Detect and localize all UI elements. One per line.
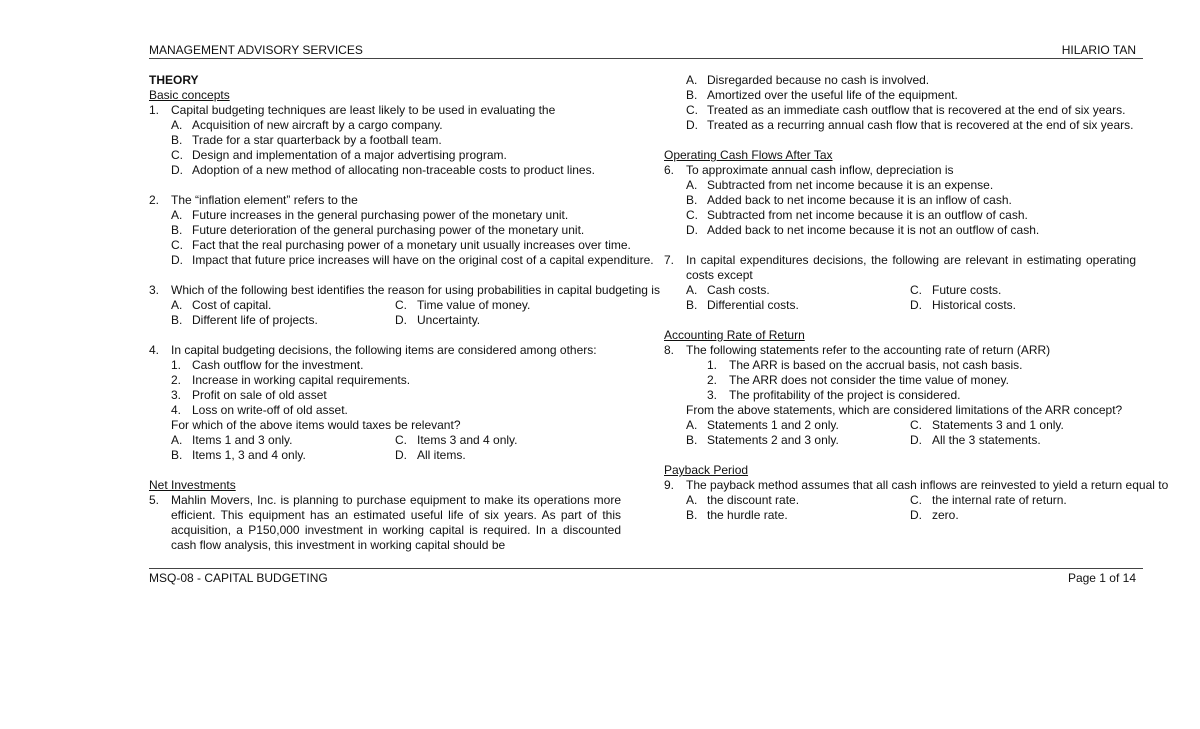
question-prompt: From the above statements, which are considered limitations of the ARR concept? [686, 403, 1123, 417]
option: B. Trade for a star quarterback by a football team. [171, 133, 442, 147]
footer-module: MSQ-08 - CAPITAL BUDGETING [149, 571, 328, 585]
option: A. Subtracted from net income because it is an expense. [686, 178, 994, 192]
question-text: The “inflation element” refers to the [171, 193, 358, 207]
option-row: A. Cash costs. C. Future costs. [686, 283, 1002, 297]
option: D. Adoption of a new method of allocating non-traceable costs to product lines. [171, 163, 595, 177]
option: A. Acquisition of new aircraft by a cargo company. [171, 118, 443, 132]
question-number: 8. [664, 343, 675, 357]
option: C. Subtracted from net income because it is an outflow of cash. [686, 208, 1028, 222]
list-item: 2. Increase in working capital requirements. [171, 373, 411, 387]
option: D. Impact that future price increases will have on the original cost of a capital expenditure. [171, 253, 654, 267]
question-text: To approximate annual cash inflow, depreciation is [686, 163, 954, 177]
option-row: A. Items 1 and 3 only. C. Items 3 and 4 only. [171, 433, 518, 447]
question-text: The payback method assumes that all cash inflows are reinvested to yield a return equal to [686, 478, 1169, 492]
question-6 [664, 163, 1136, 178]
option-row: B. the hurdle rate. D. zero. [686, 508, 959, 522]
page-header [149, 43, 1143, 59]
option-row: A. Cost of capital. C. Time value of money. [171, 298, 531, 312]
page-footer [149, 568, 1143, 585]
left-column [149, 73, 660, 553]
option-row: B. Items 1, 3 and 4 only. D. All items. [171, 448, 466, 462]
subsection-payback-period: Payback Period [664, 463, 749, 477]
option-row: A. the discount rate. C. the internal rate of return. [686, 493, 1067, 507]
option-row: A. Statements 1 and 2 only. C. Statements 3 and 1 only. [686, 418, 1064, 432]
question-1 [149, 103, 621, 118]
option: B. Amortized over the useful life of the equipment. [686, 88, 958, 102]
question-prompt: For which of the above items would taxes be relevant? [171, 418, 461, 432]
option: B. Added back to net income because it is an inflow of cash. [686, 193, 1012, 207]
question-number: 7. [664, 253, 675, 267]
option: A. Future increases in the general purchasing power of the monetary unit. [171, 208, 569, 222]
list-item: 3. Profit on sale of old asset [171, 388, 327, 402]
question-number: 6. [664, 163, 675, 177]
option: B. Future deterioration of the general purchasing power of the monetary unit. [171, 223, 585, 237]
question-number: 1. [149, 103, 160, 117]
question-number: 5. [149, 493, 160, 507]
question-text: Which of the following best identifies the reason for using probabilities in capital budgeting is [171, 283, 660, 297]
option-row: B. Differential costs. D. Historical costs. [686, 298, 1017, 312]
subsection-basic-concepts: Basic concepts [149, 88, 230, 102]
question-text: In capital expenditures decisions, the following are relevant in estimating operating costs except [686, 253, 1136, 282]
question-text: Mahlin Movers, Inc. is planning to purchase equipment to make its operations more efficient. This equipment has an estimated useful life of six years. As part of this acquisition, a P150,000 investment in working capital is required. In a discounted cash flow analysis, this investment in working capital should be [171, 493, 621, 552]
question-number: 2. [149, 193, 160, 207]
question-text: The following statements refer to the accounting rate of return (ARR) [686, 343, 1051, 357]
list-item: 4. Loss on write-off of old asset. [171, 403, 348, 417]
list-item: 1. Cash outflow for the investment. [171, 358, 364, 372]
question-8 [664, 343, 1136, 358]
question-7 [664, 253, 1136, 283]
question-9 [664, 478, 1169, 493]
subsection-net-investments: Net Investments [149, 478, 236, 492]
header-course: MANAGEMENT ADVISORY SERVICES [149, 43, 363, 57]
list-item: 1. The ARR is based on the accrual basis, not cash basis. [707, 358, 1023, 372]
option: C. Treated as an immediate cash outflow that is recovered at the end of six years. [686, 103, 1126, 117]
option-row: B. Different life of projects. D. Uncertainty. [171, 313, 481, 327]
question-3 [149, 283, 660, 298]
list-item: 3. The profitability of the project is considered. [707, 388, 961, 402]
question-number: 4. [149, 343, 160, 357]
option: D. Treated as a recurring annual cash flow that is recovered at the end of six years. [686, 118, 1134, 132]
question-text: In capital budgeting decisions, the following items are considered among others: [171, 343, 597, 357]
option: C. Fact that the real purchasing power of a monetary unit usually increases over time. [171, 238, 631, 252]
list-item: 2. The ARR does not consider the time value of money. [707, 373, 1009, 387]
right-column [664, 73, 1169, 523]
question-4 [149, 343, 621, 358]
option: A. Disregarded because no cash is involved. [686, 73, 930, 87]
page-number: Page 1 of 14 [1067, 571, 1136, 585]
question-text: Capital budgeting techniques are least likely to be used in evaluating the [171, 103, 556, 117]
question-5 [149, 493, 621, 553]
question-number: 3. [149, 283, 160, 297]
section-title: THEORY [149, 73, 199, 87]
option-row: B. Statements 2 and 3 only. D. All the 3 statements. [686, 433, 1041, 447]
option: D. Added back to net income because it is not an outflow of cash. [686, 223, 1040, 237]
subsection-operating-cash-flows: Operating Cash Flows After Tax [664, 148, 833, 162]
subsection-accounting-rate-of-return: Accounting Rate of Return [664, 328, 805, 342]
option: C. Design and implementation of a major advertising program. [171, 148, 507, 162]
header-author: HILARIO TAN [1061, 43, 1136, 57]
question-number: 9. [664, 478, 675, 492]
question-2 [149, 193, 621, 208]
